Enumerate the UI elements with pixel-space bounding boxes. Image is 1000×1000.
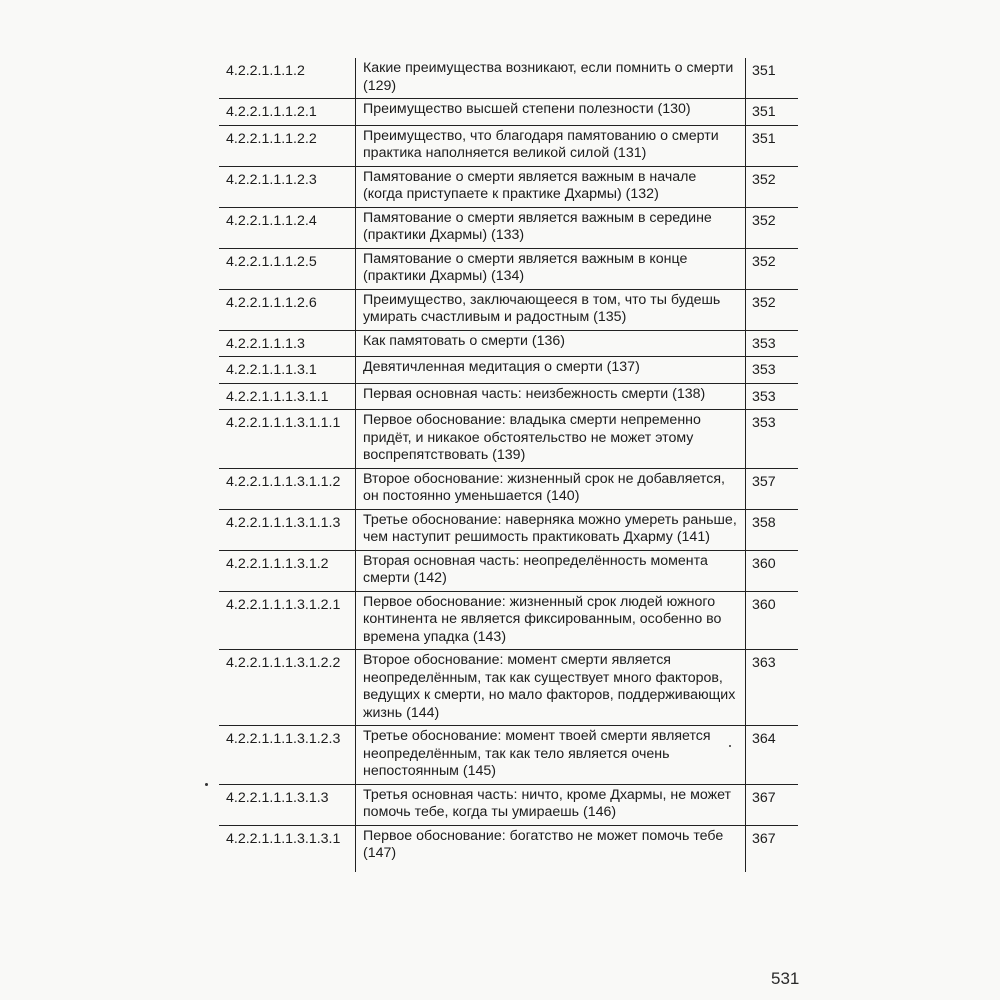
section-page: 353 [746,357,799,384]
section-page: 351 [746,58,799,99]
table-row [219,166,798,207]
table-row [219,784,798,825]
section-title: Преимущество, заключающееся в том, что ты будешь умирать счастливым и радостным (135) [356,289,746,330]
table-row [219,726,798,785]
table-row [219,58,798,99]
section-number: 4.2.2.1.1.1.3.1 [219,357,356,384]
table-row [219,825,798,872]
section-page: 360 [746,591,799,650]
section-page: 367 [746,784,799,825]
section-number: 4.2.2.1.1.1.3.1.2 [219,550,356,591]
section-title: Памятование о смерти является важным в середине (практики Дхармы) (133) [356,207,746,248]
table-row [219,550,798,591]
table-row [219,125,798,166]
table-row [219,99,798,126]
print-speck [205,783,208,786]
table-row [219,330,798,357]
section-page: 360 [746,550,799,591]
table-row [219,289,798,330]
section-page: 367 [752,830,776,847]
section-number: 4.2.2.1.1.1.2.1 [219,99,356,126]
section-number: 4.2.2.1.1.1.3.1.3 [219,784,356,825]
section-title: Первая основная часть: неизбежность смерти (138) [356,383,746,410]
section-title: Девятичленная медитация о смерти (137) [356,357,746,384]
section-page: 352 [746,207,799,248]
table-row [219,650,798,726]
section-page: 352 [746,289,799,330]
section-number: 4.2.2.1.1.1.2 [219,58,356,99]
section-title: Преимущество, что благодаря памятованию о смерти практика наполняется великой силой (131) [356,125,746,166]
section-title: Какие преимущества возникают, если помнить о смерти (129) [356,58,746,99]
print-speck [729,745,731,747]
section-title: Первое обоснование: жизненный срок людей южного континента не является фиксированным, особенно во времена упадка (143) [356,591,746,650]
section-title: Третье обоснование: момент твоей смерти является неопределённым, так как тело является очень непостоянным (145) [356,726,746,785]
table-of-contents [219,58,798,872]
table-row [219,357,798,384]
section-number: 4.2.2.1.1.1.2.3 [219,166,356,207]
section-title: Памятование о смерти является важным в начале (когда приступаете к практике Дхармы) (132) [356,166,746,207]
section-title: Преимущество высшей степени полезности (130) [356,99,746,126]
table-row [219,591,798,650]
section-page: 352 [746,248,799,289]
section-page: 363 [746,650,799,726]
section-number: 4.2.2.1.1.1.2.2 [219,125,356,166]
section-number: 4.2.2.1.1.1.3 [219,330,356,357]
section-page: 353 [746,383,799,410]
section-number: 4.2.2.1.1.1.3.1.3.1 [219,825,356,872]
section-page: 353 [746,330,799,357]
section-number: 4.2.2.1.1.1.3.1.1.1 [219,410,356,469]
section-page: 351 [746,99,799,126]
section-number: 4.2.2.1.1.1.3.1.1.2 [219,468,356,509]
section-title: Как памятовать о смерти (136) [356,330,746,357]
section-page: 353 [746,410,799,469]
section-number: 4.2.2.1.1.1.3.1.2.3 [219,726,356,785]
section-page: 352 [746,166,799,207]
table-row [219,207,798,248]
section-number: 4.2.2.1.1.1.3.1.2.1 [219,591,356,650]
section-number: 4.2.2.1.1.1.3.1.1.3 [219,509,356,550]
section-page: 364 [746,726,799,785]
section-number: 4.2.2.1.1.1.2.6 [219,289,356,330]
section-title: Третье обоснование: наверняка можно умереть раньше, чем наступит решимость практиковать Дхарму (141) [356,509,746,550]
toc-body [219,58,798,872]
section-title: Второе обоснование: момент смерти является неопределённым, так как существует много факторов, ведущих к смерти, но мало факторов, поддерживающих жизнь (144) [356,650,746,726]
section-number: 4.2.2.1.1.1.3.1.2.2 [219,650,356,726]
table-row [219,248,798,289]
section-page: 358 [746,509,799,550]
section-title: Памятование о смерти является важным в конце (практики Дхармы) (134) [356,248,746,289]
section-title: Первое обоснование: богатство не может помочь тебе (147) [356,825,746,872]
table-row [219,468,798,509]
table-row [219,509,798,550]
section-number: 4.2.2.1.1.1.2.4 [219,207,356,248]
page-number: 531 [771,969,800,988]
section-number: 4.2.2.1.1.1.3.1.1 [219,383,356,410]
table-row [219,410,798,469]
table-row [219,383,798,410]
section-title: Вторая основная часть: неопределённость момента смерти (142) [356,550,746,591]
section-number: 4.2.2.1.1.1.2.5 [219,248,356,289]
section-page: 351 [746,125,799,166]
section-title: Третья основная часть: ничто, кроме Дхармы, не может помочь тебе, когда ты умираешь (146) [356,784,746,825]
section-title: Первое обоснование: владыка смерти непременно придёт, и никакое обстоятельство не может этому воспрепятствовать (139) [356,410,746,469]
section-title: Второе обоснование: жизненный срок не добавляется, он постоянно уменьшается (140) [356,468,746,509]
section-page: 357 [746,468,799,509]
